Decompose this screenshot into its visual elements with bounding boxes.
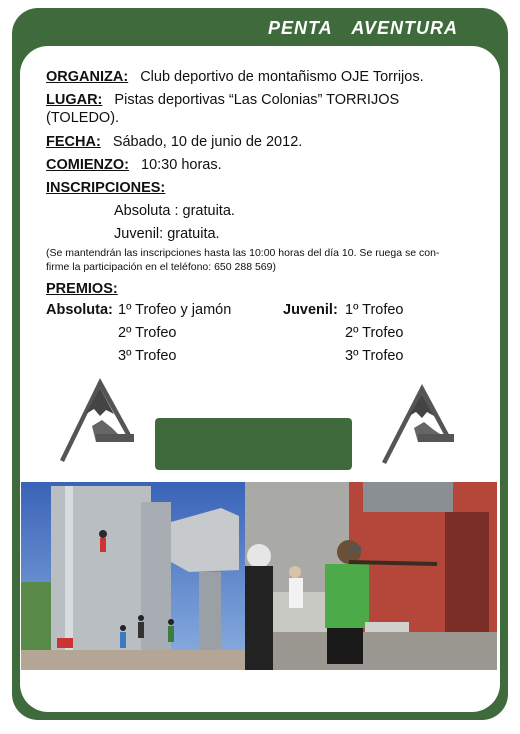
comienzo-row bbox=[46, 156, 222, 174]
inscripciones-row bbox=[46, 179, 173, 197]
lugar-value-line2: (TOLEDO). bbox=[46, 110, 120, 126]
climbing-wall-photo bbox=[21, 482, 245, 670]
absoluta-prize-2: 2º Trofeo bbox=[118, 325, 177, 341]
fecha-label: FECHA: bbox=[46, 134, 101, 150]
lugar-label: LUGAR: bbox=[46, 92, 103, 108]
fecha-value: Sábado, 10 de junio de 2012. bbox=[112, 134, 303, 150]
mountain-logo-left-icon bbox=[56, 376, 138, 464]
juvenil-prize-2: 2º Trofeo bbox=[345, 325, 404, 341]
inscripciones-label: INSCRIPCIONES: bbox=[46, 180, 166, 196]
page-title: PENTA AVENTURA bbox=[268, 18, 458, 38]
green-banner-box bbox=[155, 418, 352, 470]
premios-row bbox=[46, 280, 126, 298]
shooting-photo bbox=[245, 482, 497, 670]
premios-label: PREMIOS: bbox=[46, 281, 118, 297]
note-line-1: (Se mantendrán las inscripciones hasta las 10:00 horas del día 10. Se ruega se con- bbox=[46, 247, 440, 259]
juvenil-prize-1: 1º Trofeo bbox=[345, 302, 404, 318]
juvenil-prize-label: Juvenil: bbox=[283, 302, 338, 318]
organiza-value: Club deportivo de montañismo OJE Torrijos. bbox=[140, 69, 424, 85]
absoluta-prize-1: 1º Trofeo y jamón bbox=[118, 302, 232, 318]
inscripciones-note bbox=[46, 246, 476, 274]
inscripciones-juvenil: Juvenil: gratuita. bbox=[114, 226, 220, 242]
juvenil-prize-3: 3º Trofeo bbox=[345, 348, 404, 364]
inscripciones-absoluta: Absoluta : gratuita. bbox=[114, 203, 235, 219]
comienzo-value: 10:30 horas. bbox=[141, 157, 222, 173]
comienzo-label: COMIENZO: bbox=[46, 157, 129, 173]
organiza-label: ORGANIZA: bbox=[46, 69, 129, 85]
lugar-row bbox=[46, 91, 399, 109]
fecha-row bbox=[46, 133, 302, 151]
note-line-2: firme la participación en el teléfono: 650 288 569) bbox=[46, 261, 276, 273]
absoluta-prize-3: 3º Trofeo bbox=[118, 348, 177, 364]
organiza-row bbox=[46, 68, 424, 86]
mountain-logo-right-icon bbox=[378, 382, 458, 466]
absoluta-prize-label: Absoluta: bbox=[46, 302, 113, 318]
lugar-value: Pistas deportivas “Las Colonias” TORRIJOS bbox=[114, 92, 400, 108]
